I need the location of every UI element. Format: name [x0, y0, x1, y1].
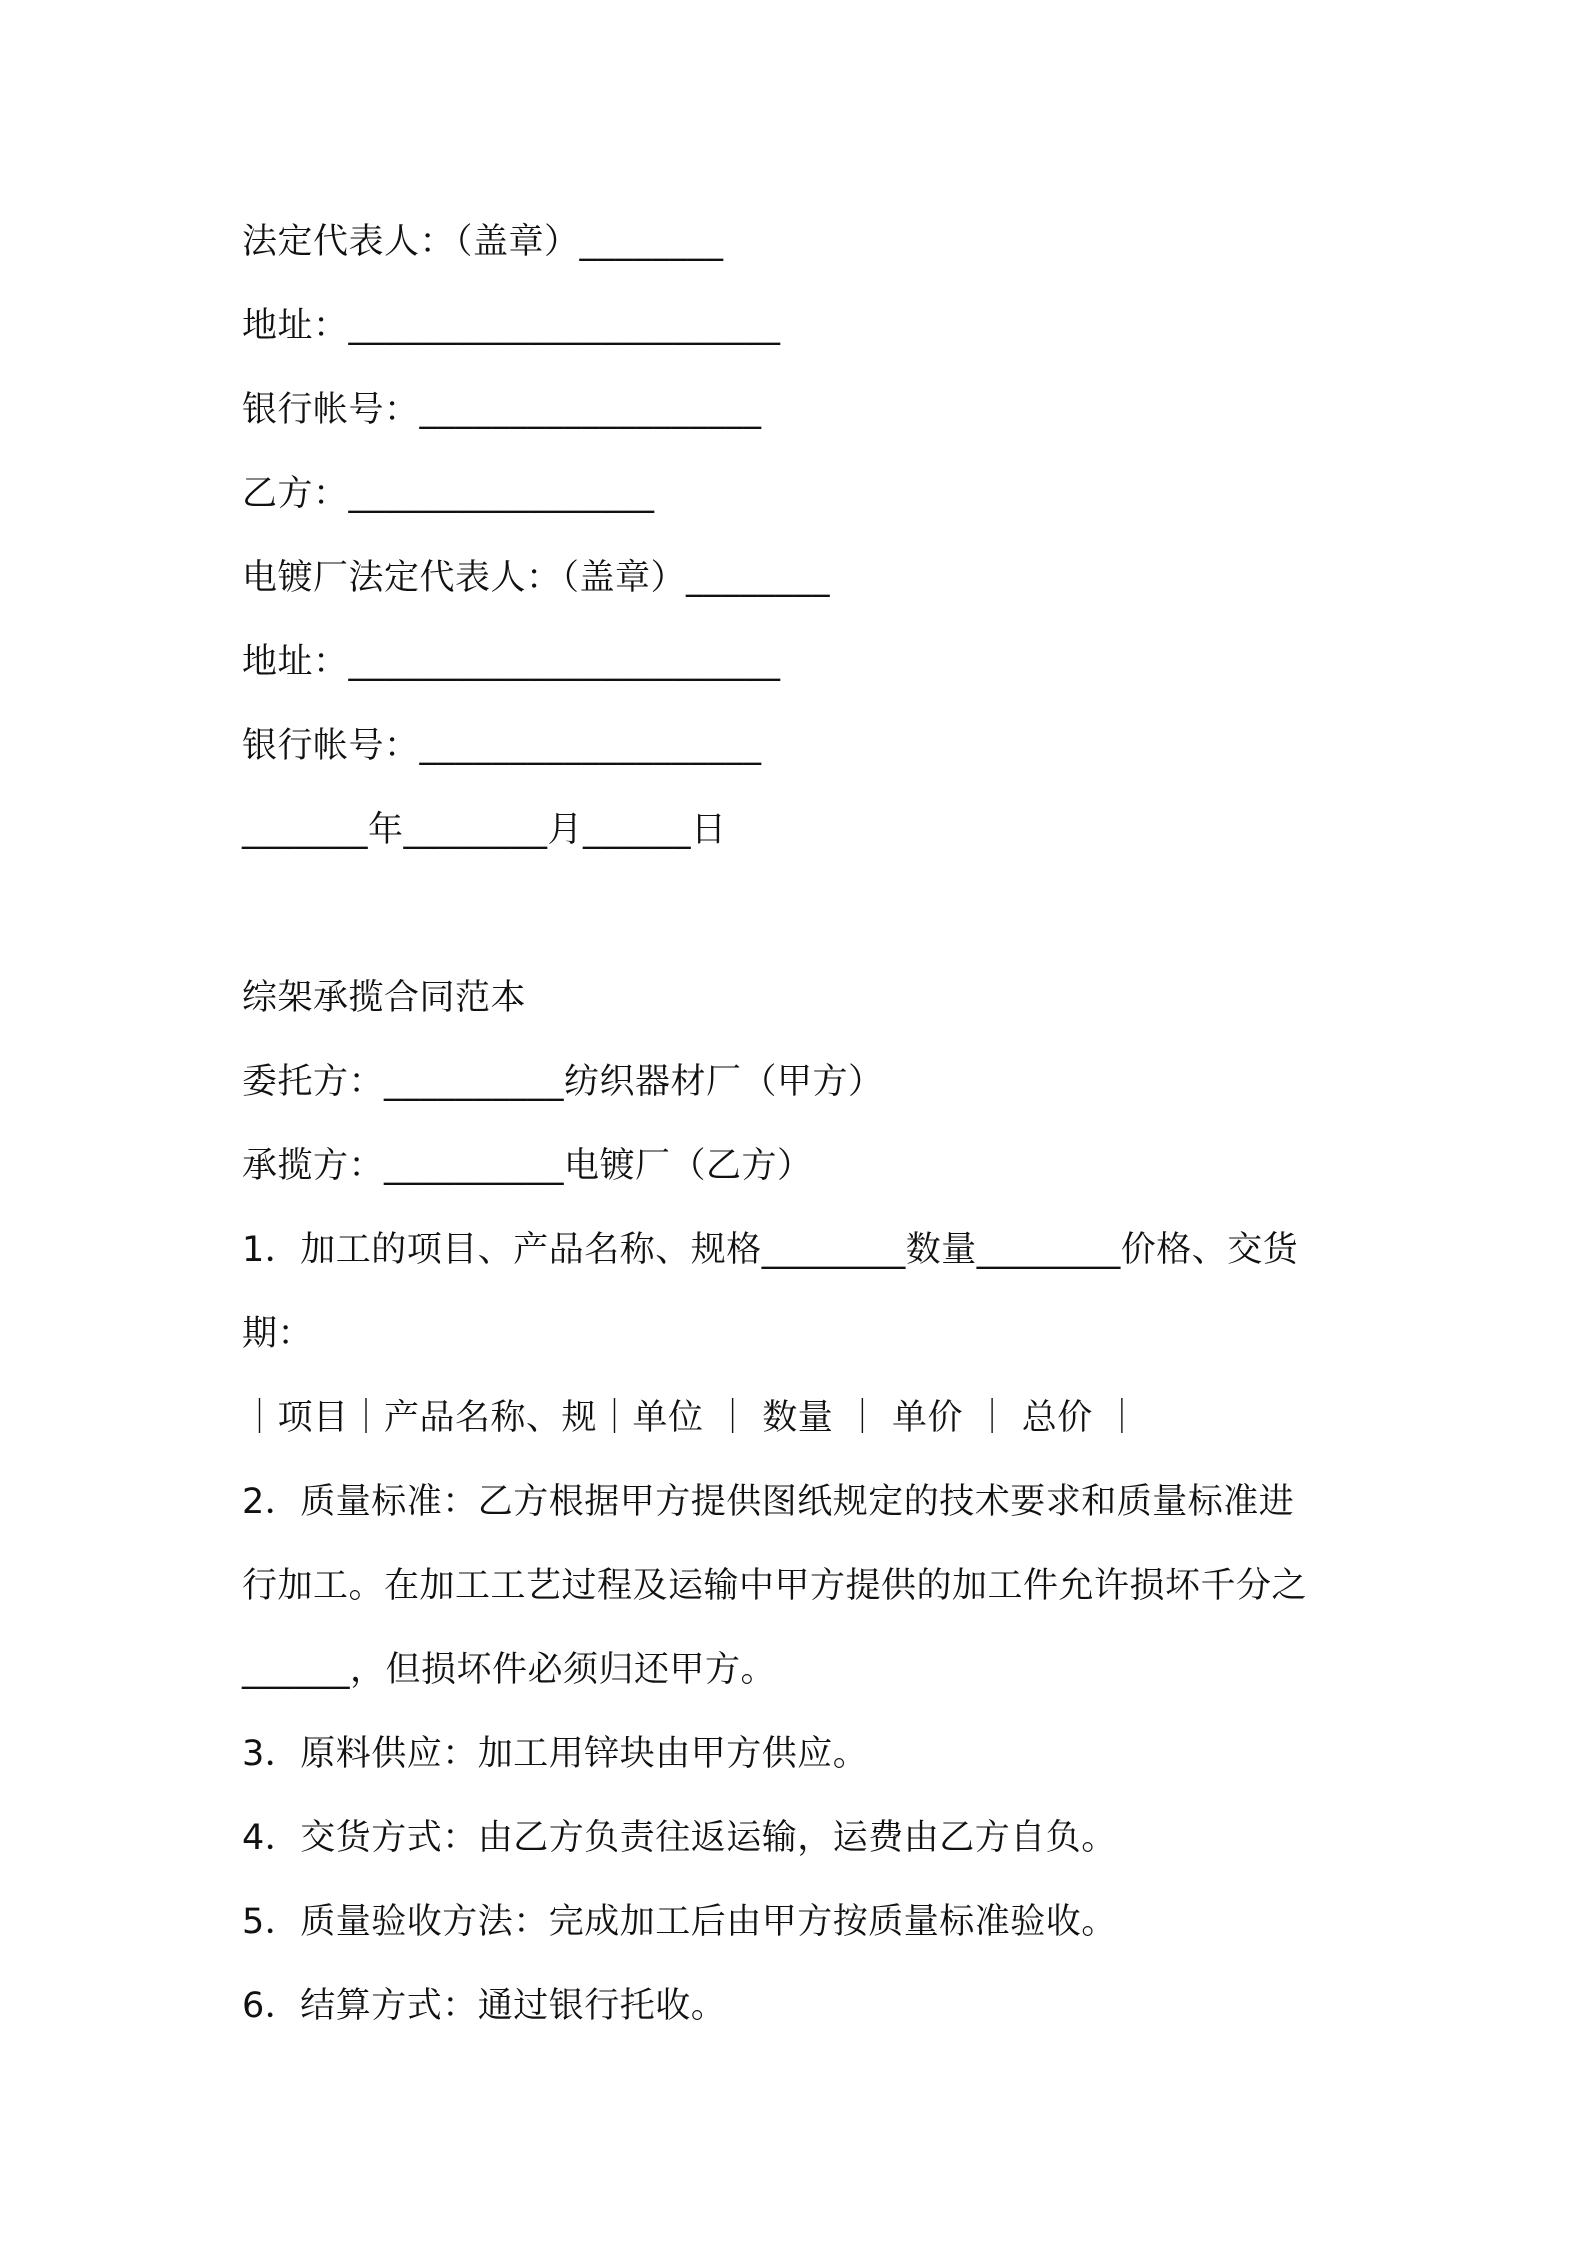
clause-2-line-3: ______，但损坏件必须归还甲方。 [242, 1650, 777, 1690]
party-a-bank-account-line: 银行帐号：___________________ [242, 390, 762, 430]
clause-2-line-1: 2．质量标准：乙方根据甲方提供图纸规定的技术要求和质量标准进 [242, 1482, 1295, 1522]
contract-title: 综架承揽合同范本 [242, 978, 527, 1018]
items-table-header: ｜项目｜产品名称、规｜单位 ｜ 数量 ｜ 单价 ｜ 总价 ｜ [242, 1398, 1140, 1438]
clause-1-line-2: 期： [242, 1314, 314, 1354]
clause-3-line: 3．原料供应：加工用锌块由甲方供应。 [242, 1734, 869, 1774]
contractor-line: 承揽方：__________电镀厂（乙方） [242, 1146, 813, 1186]
client-line: 委托方：__________纺织器材厂（甲方） [242, 1062, 884, 1102]
party-b-line: 乙方：_________________ [242, 474, 655, 514]
clause-5-line: 5．质量验收方法：完成加工后由甲方按质量标准验收。 [242, 1902, 1117, 1942]
party-a-address-line: 地址：________________________ [242, 306, 781, 346]
document-body [242, 200, 1362, 2048]
party-b-address-line: 地址：________________________ [242, 642, 781, 682]
party-a-legal-rep-line: 法定代表人：（盖章）________ [242, 222, 724, 262]
clause-1-line-1: 1．加工的项目、产品名称、规格________数量________价格、交货 [242, 1230, 1299, 1270]
date-line: _______年________月______日 [242, 810, 727, 850]
party-b-bank-account-line: 银行帐号：___________________ [242, 726, 762, 766]
section-gap [242, 872, 1362, 956]
clause-4-line: 4．交货方式：由乙方负责往返运输，运费由乙方自负。 [242, 1818, 1117, 1858]
clause-2-line-2: 行加工。在加工工艺过程及运输中甲方提供的加工件允许损坏千分之 [242, 1566, 1308, 1606]
clause-6-line: 6．结算方式：通过银行托收。 [242, 1986, 727, 2026]
party-b-legal-rep-line: 电镀厂法定代表人：（盖章）________ [242, 558, 831, 598]
